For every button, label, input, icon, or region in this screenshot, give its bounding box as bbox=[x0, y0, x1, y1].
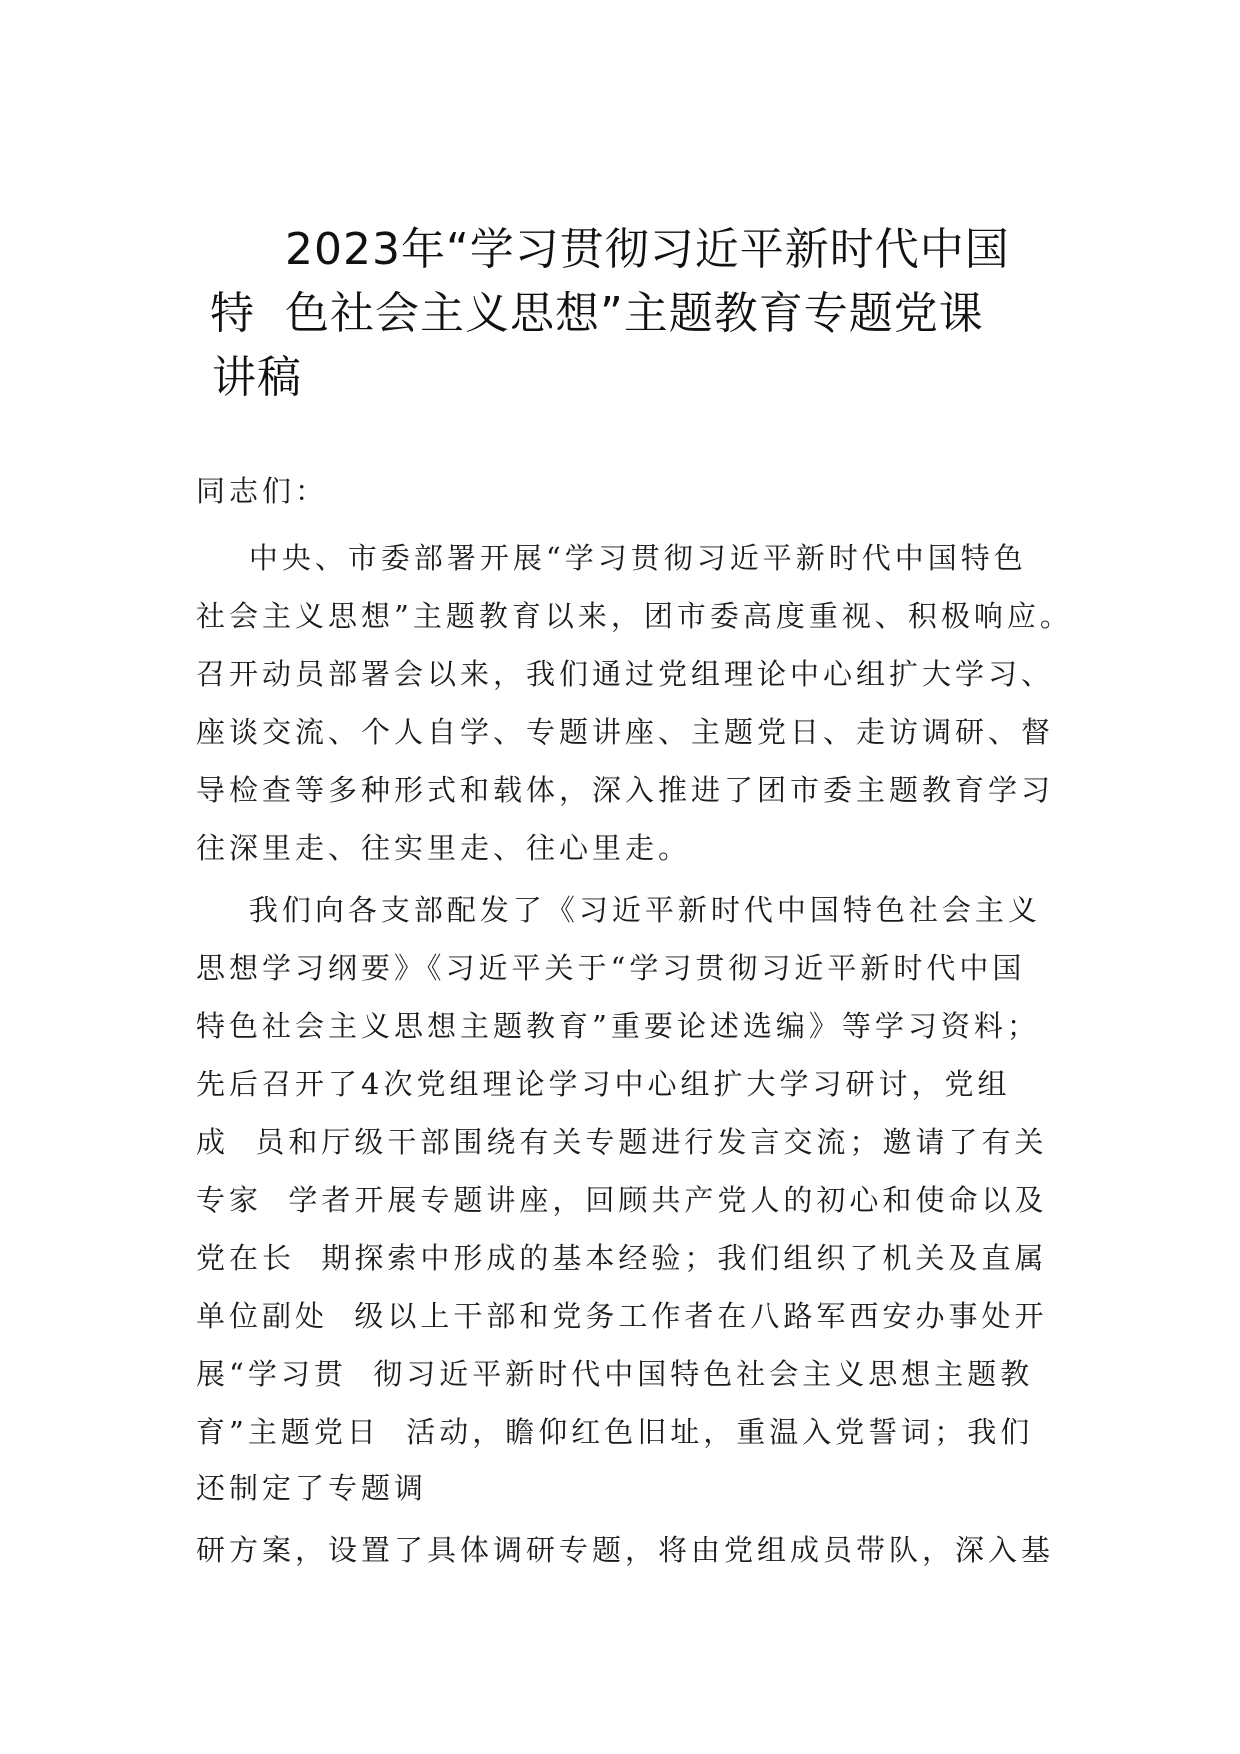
paragraph-line: 还制定了专题调 bbox=[196, 1471, 428, 1505]
paragraph-line: 往深里走、往实里走、往心里走。 bbox=[196, 831, 692, 865]
paragraph-line: 座谈交流、个人自学、专题讲座、主题党日、走访调研、督 bbox=[196, 715, 1055, 749]
paragraph-line: 研方案，设置了具体调研专题，将由党组成员带队，深入基 bbox=[196, 1533, 1055, 1567]
paragraph-line: 导检查等多种形式和载体，深入推进了团市委主题教育学习 bbox=[196, 773, 1055, 807]
paragraph-line: 思想学习纲要》《习近平关于“学习贯彻习近平新时代中国 bbox=[196, 951, 1026, 985]
paragraph-line: 党在长 期探索中形成的基本经验；我们组织了机关及直属 bbox=[196, 1241, 1048, 1275]
document-title-line-3: 讲稿 bbox=[212, 352, 302, 403]
paragraph-line: 展“学习贯 彻习近平新时代中国特色社会主义思想主题教 bbox=[196, 1357, 1034, 1391]
paragraph-line: 中央、市委部署开展“学习贯彻习近平新时代中国特色 bbox=[196, 541, 1027, 575]
paragraph-line: 专家 学者开展专题讲座，回顾共产党人的初心和使命以及 bbox=[196, 1183, 1048, 1217]
paragraph-line: 我们向各支部配发了《习近平新时代中国特色社会主义 bbox=[196, 893, 1041, 927]
paragraph-line: 单位副处 级以上干部和党务工作者在八路军西安办事处开 bbox=[196, 1299, 1048, 1333]
paragraph-line: 召开动员部署会以来，我们通过党组理论中心组扩大学习、 bbox=[196, 657, 1055, 691]
paragraph-line: 社会主义思想”主题教育以来，团市委高度重视、积极响应。 bbox=[196, 599, 1073, 633]
salutation: 同志们： bbox=[196, 474, 329, 508]
paragraph-line: 育”主题党日 活动，瞻仰红色旧址，重温入党誓词；我们 bbox=[196, 1415, 1034, 1449]
document-title-line-2: 特 色社会主义思想”主题教育专题党课 bbox=[210, 288, 984, 339]
paragraph-line: 成 员和厅级干部围绕有关专题进行发言交流；邀请了有关 bbox=[196, 1125, 1048, 1159]
paragraph-line: 特色社会主义思想主题教育”重要论述选编》等学习资料； bbox=[196, 1009, 1040, 1043]
paragraph-line: 先后召开了4次党组理论学习中心组扩大学习研讨，党组 bbox=[196, 1067, 1011, 1101]
document-title-line-1: 2023年“学习贯彻习近平新时代中国 bbox=[285, 224, 1010, 275]
